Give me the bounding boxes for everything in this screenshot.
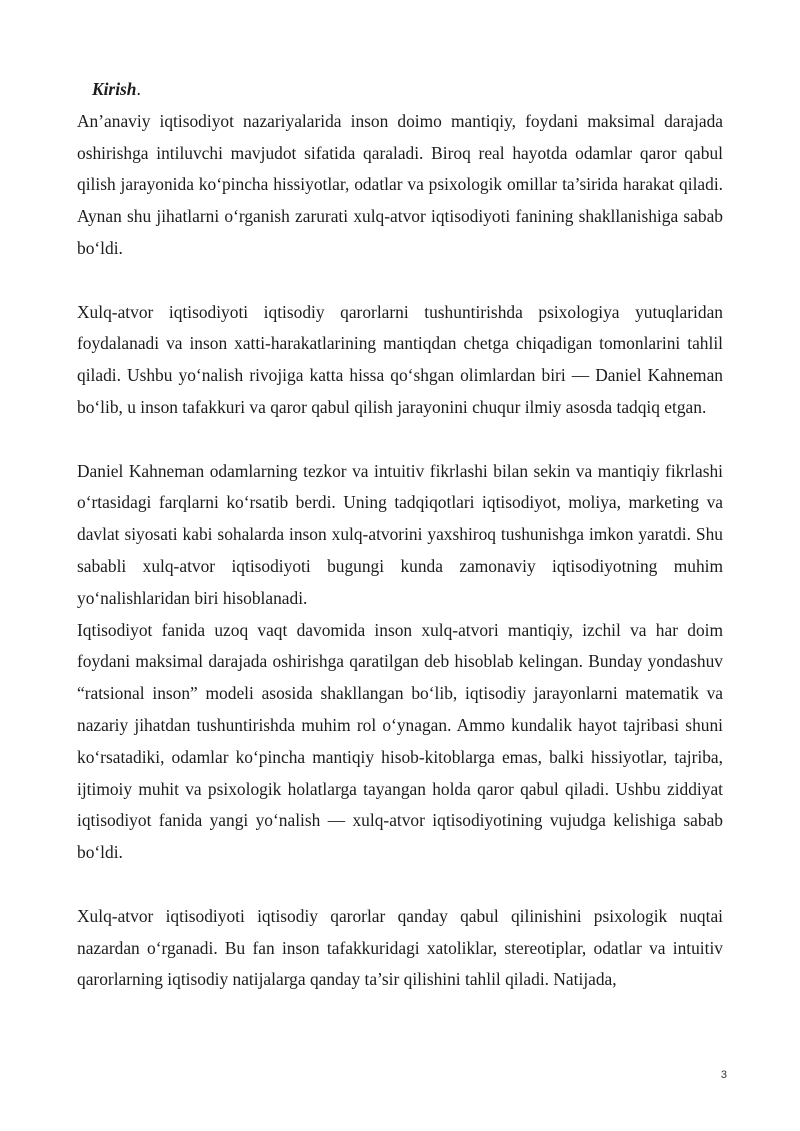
section-heading-punct: . xyxy=(136,79,141,99)
section-heading xyxy=(77,74,723,106)
paragraph-gap xyxy=(77,265,723,297)
paragraph-4: Iqtisodiyot fanida uzoq vaqt davomida inson xulq-atvori mantiqiy, izchil va har doim foydani maksimal darajada oshirishga qaratilgan deb hisoblab kelingan. Bunday yondashuv “ratsional inson” modeli asosida shakllangan bo‘lib, iqtisodiy jarayonlarni matematik va nazariy jihatdan tushuntirishda muhim rol o‘ynagan. Ammo kundalik hayot tajribasi shuni ko‘rsatadiki, odamlar ko‘pincha mantiqiy hisob-kitoblarga emas, balki hissiyotlar, tajriba, ijtimoiy muhit va psixologik holatlarga tayangan holda qaror qabul qiladi. Ushbu ziddiyat iqtisodiyot fanida yangi yo‘nalish — xulq-atvor iqtisodiyotining vujudga kelishiga sabab bo‘ldi. xyxy=(77,619,723,863)
paragraph-gap xyxy=(77,424,723,456)
paragraph-3: Daniel Kahneman odamlarning tezkor va intuitiv fikrlashi bilan sekin va mantiqiy fikrlashi o‘rtasidagi farqlarni ko‘rsatib berdi. Uning tadqiqotlari iqtisodiyot, moliya, marketing va davlat siyosati kabi sohalarda inson xulq-atvorini yaxshiroq tushunishga imkon yaratdi. Shu sababli xulq-atvor iqtisodiyoti bugungi kunda zamonaviy iqtisodiyotning muhim yo‘nalishlaridan biri hisoblanadi. xyxy=(77,460,723,608)
paragraph-5: Xulq-atvor iqtisodiyoti iqtisodiy qarorlar qanday qabul qilinishini psixologik nuqtai nazardan o‘rganadi. Bu fan inson tafakkuridagi xatoliklar, stereotiplar, odatlar va intuitiv qarorlarning iqtisodiy natijalarga qanday ta’sir qilishini tahlil qiladi. Natijada, xyxy=(77,905,723,990)
paragraph-2: Xulq-atvor iqtisodiyoti iqtisodiy qarorlarni tushuntirishda psixologiya yutuqlaridan foydalanadi va inson xatti-harakatlarining mantiqdan chetga chiqadigan tomonlarini tahlil qiladi. Ushbu yo‘nalish rivojiga katta hissa qo‘shgan olimlardan biri — Daniel Kahneman bo‘lib, u inson tafakkuri va qaror qabul qilish jarayonini chuqur ilmiy asosda tadqiq etgan. xyxy=(77,301,723,417)
section-heading-text: Kirish xyxy=(92,79,137,99)
paragraph-gap xyxy=(77,869,723,901)
document-body xyxy=(77,74,723,996)
paragraph-1: An’anaviy iqtisodiyot nazariyalarida inson doimo mantiqiy, foydani maksimal darajada oshirishga intiluvchi mavjudot sifatida qaraladi. Biroq real hayotda odamlar qaror qabul qilish jarayonida ko‘pincha hissiyotlar, odatlar va psixologik omillar ta’sirida harakat qiladi. Aynan shu jihatlarni o‘rganish zarurati xulq-atvor iqtisodiyoti fanining shakllanishiga sabab bo‘ldi. xyxy=(77,110,723,258)
page-number: 3 xyxy=(720,1069,727,1081)
